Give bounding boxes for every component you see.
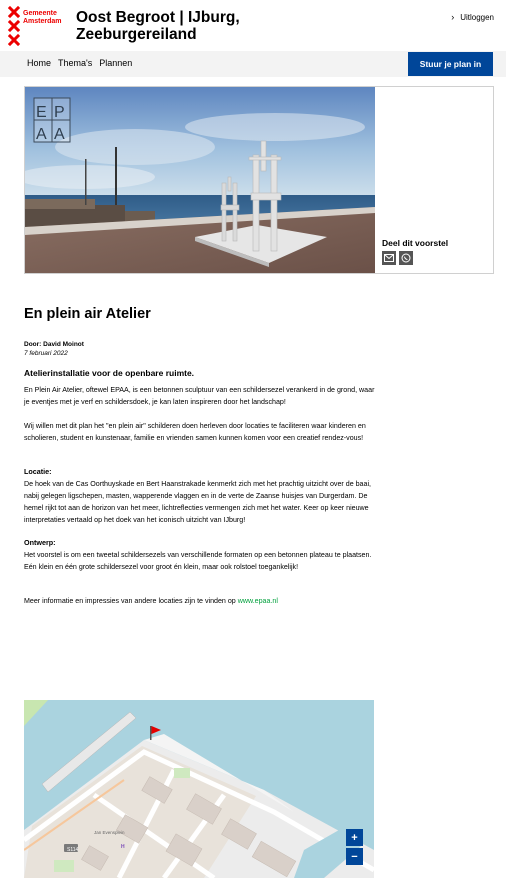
gemeente-amsterdam-logo[interactable] xyxy=(8,6,68,46)
map-marker-h: H xyxy=(121,844,125,850)
map-label-jan-evensplein: Jan Evensplein xyxy=(94,830,125,835)
nav-item-home[interactable]: Home xyxy=(27,58,52,68)
chevron-right-icon: › xyxy=(451,12,455,22)
zoom-in-button[interactable]: + xyxy=(346,829,363,846)
article-subtitle: Atelierinstallatie voor de openbare ruimte. xyxy=(24,368,195,378)
locatie-label: Locatie: xyxy=(24,467,52,476)
epaa-letter-e: E xyxy=(36,104,47,121)
epaa-sculpture-photo xyxy=(25,87,375,273)
epaa-website-link[interactable]: www.epaa.nl xyxy=(237,597,278,605)
road-label-s114: S114 xyxy=(67,847,79,853)
epaa-letter-a1: A xyxy=(36,126,47,143)
intro-paragraph: En Plein Air Atelier, oftewel EPAA, is een betonnen sculptuur van een schildersezel verankerd in de grond, waar je eventjes met je verf en schildersdoek, je kan laten inspireren door het landschap! xyxy=(24,386,375,406)
logo-text: Gemeente Amsterdam xyxy=(23,10,62,25)
location-map[interactable] xyxy=(24,700,374,878)
whatsapp-share-icon[interactable] xyxy=(399,251,413,265)
epaa-letter-a2: A xyxy=(54,126,65,143)
page-title: En plein air Atelier xyxy=(24,306,151,322)
epaa-letter-p: P xyxy=(54,104,65,121)
author-byline: Door: David Moinot xyxy=(24,341,84,348)
ontwerp-label: Ontwerp: xyxy=(24,538,56,547)
locatie-paragraph: De hoek van de Cas Oorthuyskade en Bert Haanstrakade kenmerkt zich met het prachtig uitzicht over de baai, nabij gelegen ligschepen, masten, wapperende vlaggen en in de verte de Zaanse huisjes van Durgerdam. De hemel rijkt tot aan de horizon van het meer, lichtreflecties vermengen zich met het water. Keer op keer nieuwe interpretaties vertaald op het doek van het iconisch uitzicht van IJburg! xyxy=(24,480,371,524)
email-share-icon[interactable] xyxy=(382,251,396,265)
map-zoom-controls xyxy=(346,829,365,865)
hero-card xyxy=(24,86,494,274)
more-info-paragraph: Meer informatie en impressies van andere locaties zijn te vinden op www.epaa.nl xyxy=(24,597,278,605)
share-title: Deel dit voorstel xyxy=(382,238,449,248)
nav-item-plannen[interactable]: Plannen xyxy=(99,58,133,68)
ontwerp-paragraph: Het voorstel is om een tweetal schildersezels van verschillende formaten op een betonnen plateau te plaatsen. Eén klein en één grote schildersezel voor groot én klein, maar ook rolstoel toegankelijk! xyxy=(24,551,372,571)
share-buttons xyxy=(382,251,413,265)
site-title: Oost Begroot | IJburg, Zeeburgereiland xyxy=(76,9,240,43)
publication-date: 7 februari 2022 xyxy=(24,350,68,357)
zoom-out-button[interactable]: − xyxy=(346,848,363,865)
amsterdam-crosses-icon xyxy=(8,6,20,46)
goal-paragraph: Wij willen met dit plan het "en plein air" schilderen doen herleven door locaties te faciliteren waar kinderen en scholieren, student en kunstenaar, familie en vrienden samen kunnen komen voor een creatief rendez-vous! xyxy=(24,422,366,442)
nav-item-themas[interactable]: Thema's xyxy=(58,58,93,68)
logout-link[interactable]: › Uitloggen xyxy=(451,12,494,22)
site-header xyxy=(0,0,506,50)
article-body xyxy=(24,306,376,607)
submit-plan-button[interactable]: Stuur je plan in xyxy=(408,52,493,76)
